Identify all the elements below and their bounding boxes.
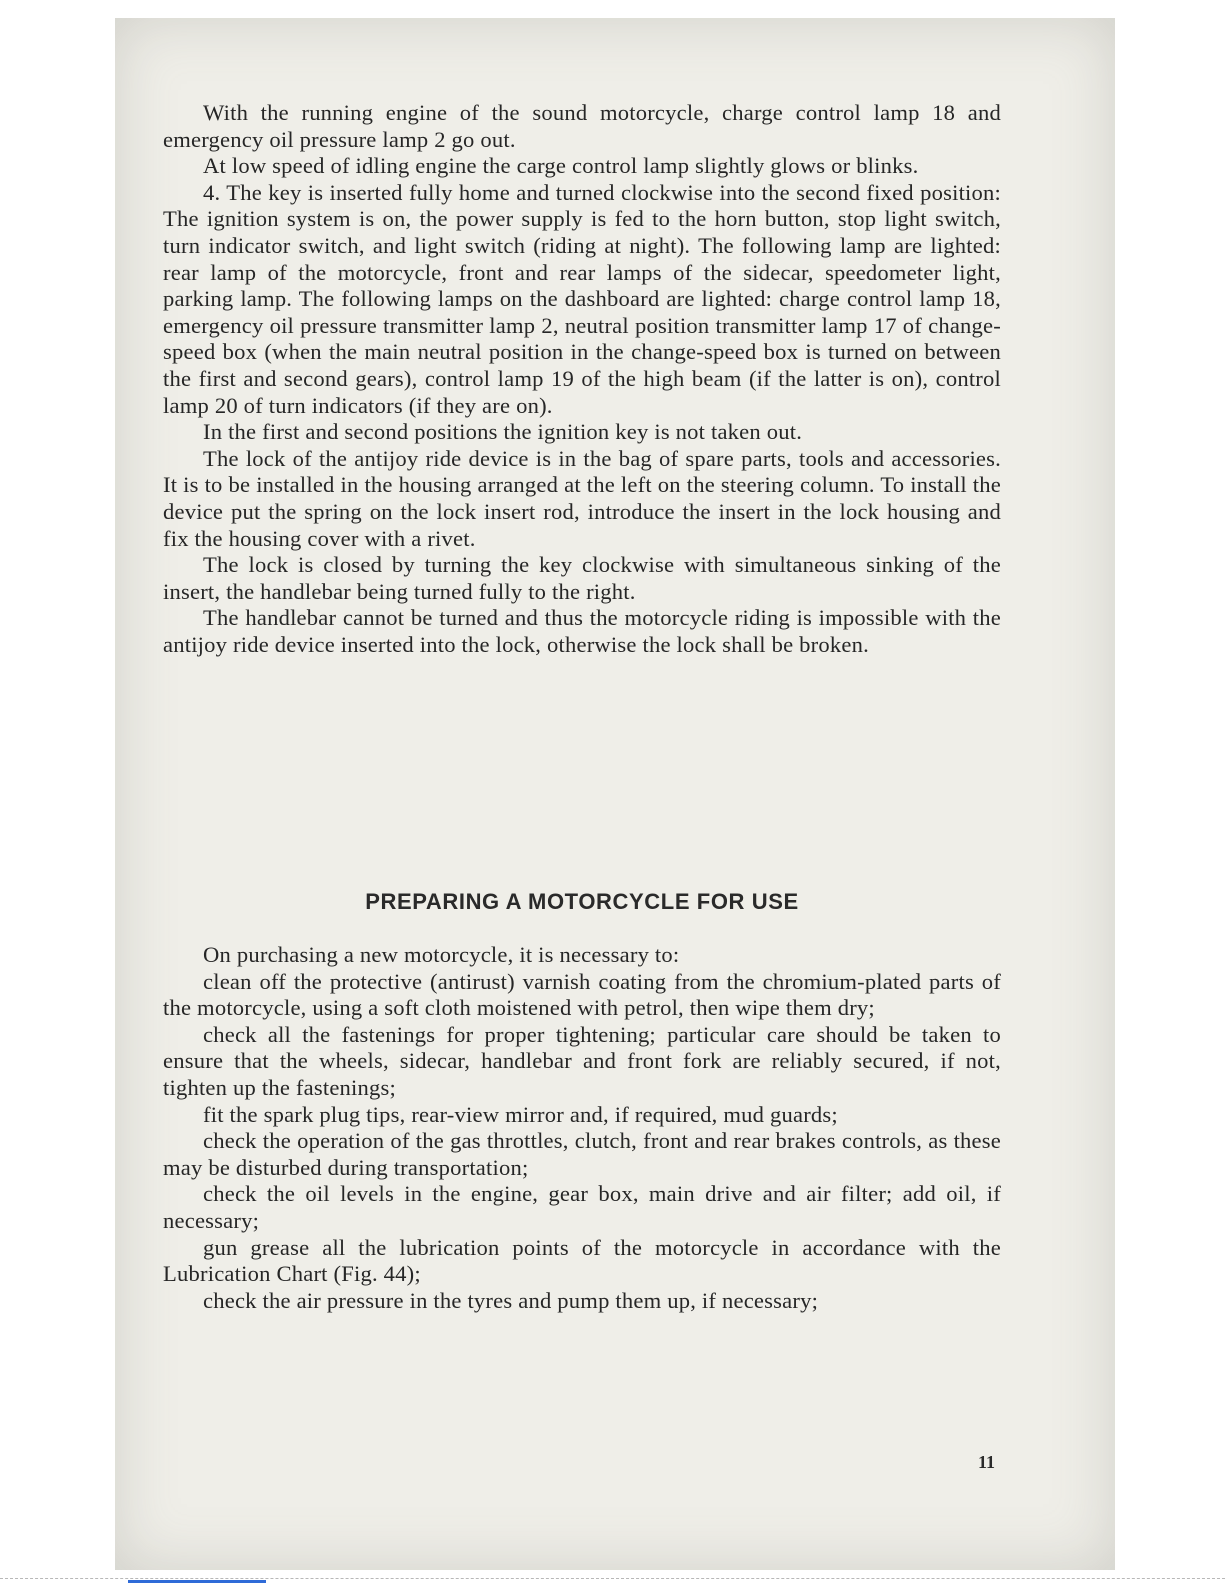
section-heading: PREPARING A MOTORCYCLE FOR USE — [365, 889, 799, 914]
paragraph: The lock of the antijoy ride device is in the bag of spare parts, tools and accessories. It is to be installed in the housing arranged at the left on the steering column. To install the device put the spring on the lock insert rod, introduce the insert in the lock housing and fix the housing cover with a rivet. — [163, 445, 1001, 551]
paragraph: check the operation of the gas throttles, clutch, front and rear brakes controls, as these may be disturbed during transportation; — [163, 1128, 1001, 1180]
paragraph: check the oil levels in the engine, gear box, main drive and air filter; add oil, if necessary; — [163, 1181, 1001, 1233]
page-number: 11 — [978, 1452, 996, 1472]
paragraph: With the running engine of the sound motorcycle, charge control lamp 18 and emergency oil pressure lamp 2 go out. — [163, 100, 1001, 152]
paragraph: In the first and second positions the ignition key is not taken out. — [203, 419, 803, 445]
body-text-bottom — [163, 942, 1001, 1314]
paragraph: gun grease all the lubrication points of the motorcycle in accordance with the Lubrication Chart (Fig. 44); — [163, 1234, 1001, 1287]
paragraph: At low speed of idling engine the carge control lamp slightly glows or blinks. — [203, 153, 919, 179]
paragraph: clean off the protective (antirust) varnish coating from the chromium-plated parts of the motorcycle, using a soft cloth moistened with petrol, then wipe them dry; — [163, 968, 1001, 1021]
paragraph: On purchasing a new motorcycle, it is necessary to: — [203, 942, 680, 967]
paragraph: check the air pressure in the tyres and pump them up, if necessary; — [203, 1287, 819, 1313]
paragraph: check all the fastenings for proper tightening; particular care should be taken to ensure that the wheels, sidecar, handlebar and front fork are reliably secured, if not, tighten up the fastenings; — [163, 1021, 1001, 1100]
paragraph: The lock is closed by turning the key clockwise with simultaneous sinking of the insert, the handlebar being turned fully to the right. — [163, 552, 1001, 604]
paragraph: The handlebar cannot be turned and thus the motorcycle riding is impossible with the antijoy ride device inserted into the lock, otherwise the lock shall be broken. — [163, 605, 1001, 657]
paragraph: 4. The key is inserted fully home and turned clockwise into the second fixed position: The ignition system is on, the power supply is fed to the horn button, stop light switch, turn indicator switch, and light switch (riding at night). The following lamp are lighted: rear lamp of the motorcycle, front and rear lamps of the sidecar, speedometer light, parking lamp. The following lamps on the dashboard are lighted: charge control lamp 18, emergency oil pressure transmitter lamp 2, neutral position transmitter lamp 17 of change-speed box (when the main neutral position in the change-speed box is turned on between the first and second gears), control lamp 19 of the high beam (if the latter is on), control lamp 20 of turn indicators (if they are on). — [163, 179, 1001, 418]
paragraph: fit the spark plug tips, rear-view mirror and, if required, mud guards; — [203, 1101, 838, 1127]
body-text-top — [163, 100, 1001, 658]
horizontal-scrollbar-thumb[interactable] — [128, 1580, 266, 1583]
